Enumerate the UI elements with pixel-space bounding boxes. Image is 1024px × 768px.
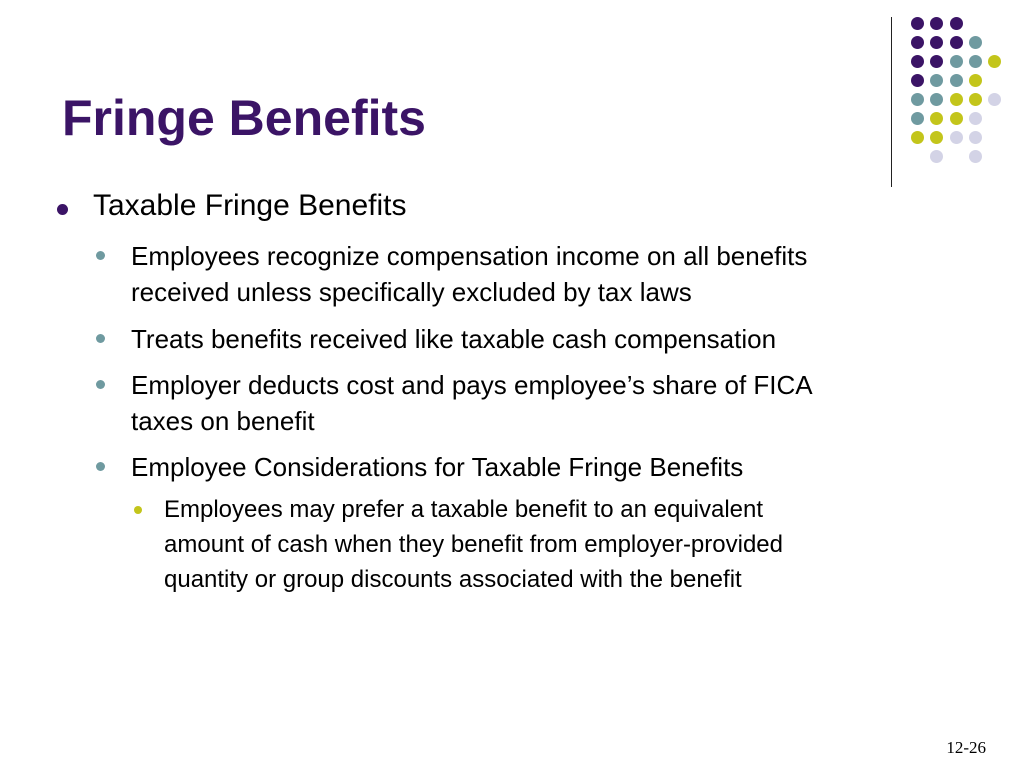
decor-dot [930,93,943,106]
bullet-line: Employer deducts cost and pays employee’s share of FICA [131,370,813,400]
decor-dot [969,112,982,125]
decor-dot [969,36,982,49]
decor-dot [969,74,982,87]
decor-dot [930,131,943,144]
decor-dot [930,74,943,87]
decorative-dot-grid [0,0,1024,200]
bullet-text-level2 [131,449,743,485]
decor-dot [911,74,924,87]
bullet-text-level2 [131,238,807,310]
decor-dot [950,93,963,106]
bullet-level2 [96,380,105,389]
bullet-line: Employees recognize compensation income on all benefits [131,241,808,271]
bullet-line: Treats benefits received like taxable cash compensation [131,324,777,354]
decor-dot [969,55,982,68]
bullet-level1 [57,204,68,215]
decor-dot [950,112,963,125]
decor-dot [950,131,963,144]
decor-dot [930,112,943,125]
decor-dot [950,55,963,68]
decor-dot [969,131,982,144]
bullet-level2 [96,334,105,343]
decor-dot [930,36,943,49]
page-number: 12-26 [946,738,986,757]
decor-dot [911,17,924,30]
bullet-level2 [96,462,105,471]
decor-dot [930,150,943,163]
decor-dot [950,36,963,49]
bullet-line: taxes on benefit [131,406,315,436]
decor-dot [988,55,1001,68]
decor-dot [969,150,982,163]
bullet-level3 [134,506,142,514]
bullet-line: Employee Considerations for Taxable Fringe Benefits [131,452,744,482]
decor-dot [988,93,1001,106]
decor-dot [911,131,924,144]
decor-dot [911,36,924,49]
decor-dot [950,74,963,87]
bullet-text-level2 [131,367,813,439]
bullet-line: received unless specifically excluded by tax laws [131,277,692,307]
bullet-line: amount of cash when they benefit from employer-provided [164,531,783,558]
bullet-line: quantity or group discounts associated with the benefit [164,566,742,593]
bullet-text-level3 [164,492,783,597]
bullet-line: Taxable Fringe Benefits [93,189,407,222]
bullet-text-level2 [131,321,776,357]
slide-title: Fringe Benefits [62,90,426,146]
decor-dot [911,55,924,68]
decor-dot [911,112,924,125]
decor-dot [930,55,943,68]
bullet-text-level1 [93,187,407,225]
decor-dot [911,93,924,106]
bullet-line: Employees may prefer a taxable benefit to an equivalent [164,496,764,523]
decor-dot [930,17,943,30]
decor-dot [950,17,963,30]
bullet-level2 [96,251,105,260]
decor-dot [969,93,982,106]
